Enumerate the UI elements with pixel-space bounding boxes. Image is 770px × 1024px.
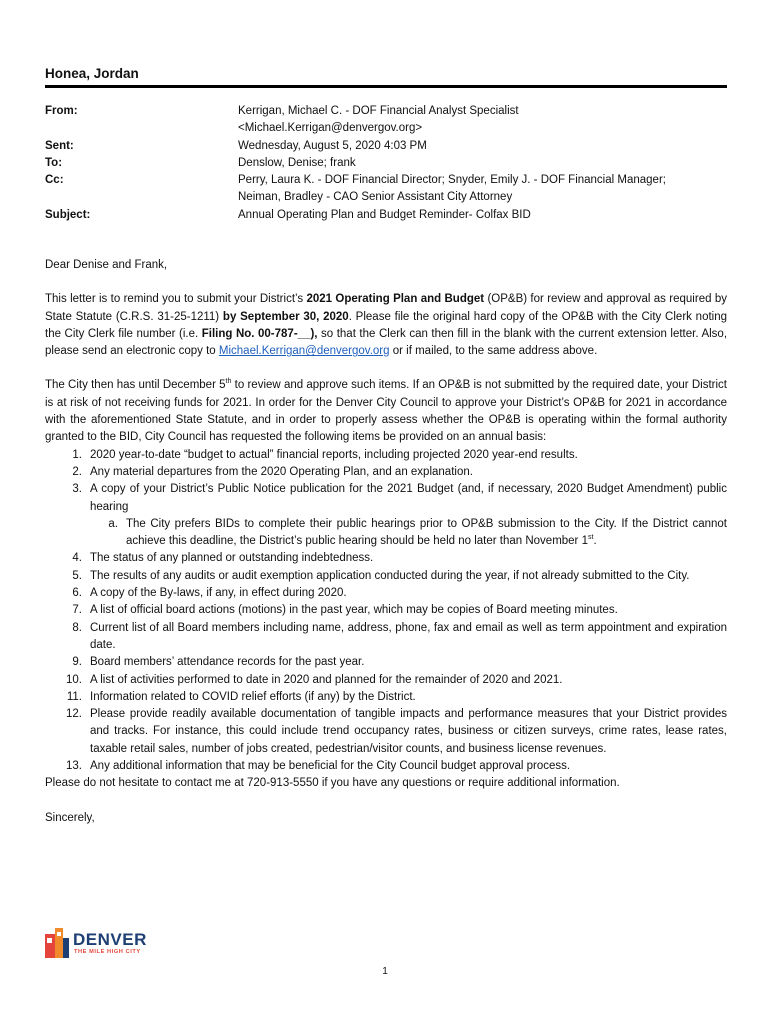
list-item <box>45 464 727 481</box>
subject-row <box>45 207 727 224</box>
subject-label: Subject: <box>45 208 91 221</box>
list-item <box>45 672 727 689</box>
logo-wordmark: DENVER <box>73 930 147 949</box>
cc-row <box>45 172 727 189</box>
sent-value: Wednesday, August 5, 2020 4:03 PM <box>238 139 427 152</box>
list-item <box>45 706 727 758</box>
from-row <box>45 103 727 120</box>
paragraph-2: The City then has until December 5th to review and approve such items. If an OP&B is not submitted by the required date, your District is at risk of not receiving funds for 2021. In order for the Denver City Council to approve your District’s OP&B for 2021 in accordance with the aforementioned State Statute, and in order to properly assess whether the OP&B is operating within the formal authority granted to the BID, City Council has requested the following items be provided on an annual basis: <box>45 378 727 444</box>
from-email-row <box>45 120 727 137</box>
sent-row <box>45 138 727 155</box>
sub-item-text: The City prefers BIDs to complete their public hearings prior to OP&B submission to the City. If the District cannot achieve this deadline, the District’s public hearing should be held no later than November 1st. <box>126 517 727 548</box>
email-header <box>45 103 727 224</box>
cc-label: Cc: <box>45 174 64 187</box>
sent-label: Sent: <box>45 139 74 152</box>
list-item-text: A copy of the By-laws, if any, in effect during 2020. <box>90 587 347 600</box>
list-item-text: Any additional information that may be beneficial for the City Council budget approval process. <box>90 760 571 773</box>
list-item-number: 2. <box>72 465 82 478</box>
header-rule <box>45 85 727 88</box>
paragraph-1: This letter is to remind you to submit your District’s 2021 Operating Plan and Budget (OP&B) for review and approval as required by State Statute (C.R.S. 31-25-1211) by September 30, 2020. Please file the original hard copy of the OP&B with the City Clerk noting the City Clerk file number (i.e. Filing No. 00-787-__), so that the Clerk can then fill in the blank with the current extension letter. Also, please send an electronic copy to Michael.Kerrigan@denvergov.org or if mailed, to the same address above. <box>45 293 728 358</box>
list-item-text: Any material departures from the 2020 Operating Plan, and an explanation. <box>90 465 473 478</box>
cc-row-2 <box>45 189 727 206</box>
list-item <box>45 481 727 516</box>
list-item-text: A copy of your District’s Public Notice publication for the 2021 Budget (and, if necessary, 2020 Budget Amendment) public hearing <box>90 483 727 513</box>
denver-mark-icon <box>45 928 71 958</box>
list-item-text: A list of official board actions (motions) in the past year, which may be copies of Board meeting minutes. <box>90 604 618 617</box>
filing-number-bold: Filing No. 00-787-__), <box>201 327 318 340</box>
list-item <box>45 568 727 585</box>
from-label: From: <box>45 105 78 117</box>
list-item <box>45 758 727 775</box>
to-label: To: <box>45 156 63 169</box>
list-item <box>45 550 727 567</box>
list-item-text: A list of activities performed to date in 2020 and planned for the remainder of 2020 and 2021. <box>90 673 563 686</box>
to-row <box>45 155 727 172</box>
list-item <box>45 585 727 602</box>
cc-spacer <box>45 189 238 206</box>
list-item-number: 7. <box>72 604 82 617</box>
list-item-number: 4. <box>72 552 82 565</box>
author-name: Honea, Jordan <box>45 66 139 81</box>
denver-logo <box>45 928 155 958</box>
list-item-number: 5. <box>72 569 82 582</box>
list-item-number: 1. <box>72 448 82 461</box>
list-item-text: Current list of all Board members including name, address, phone, fax and email as well as term appointment and expiration date. <box>90 621 727 651</box>
from-email: <Michael.Kerrigan@denvergov.org> <box>238 122 423 135</box>
list-item-text: The status of any planned or outstanding indebtedness. <box>90 552 374 565</box>
list-item-number: 11. <box>66 690 82 703</box>
to-value: Denslow, Denise; frank <box>238 156 356 169</box>
cc-value-2: Neiman, Bradley - CAO Senior Assistant City Attorney <box>238 191 513 204</box>
logo-tagline: THE MILE HIGH CITY <box>74 949 141 955</box>
email-link[interactable]: Michael.Kerrigan@denvergov.org <box>218 345 390 358</box>
requested-items-list <box>45 447 727 776</box>
from-value: Kerrigan, Michael C. - DOF Financial Analyst Specialist <box>238 105 519 117</box>
list-item-number: 6. <box>72 587 82 600</box>
list-item-number: 9. <box>72 656 82 669</box>
plan-name-bold: 2021 Operating Plan and Budget <box>306 293 485 306</box>
subject-value: Annual Operating Plan and Budget Reminder- Colfax BID <box>238 208 531 221</box>
closing: Sincerely, <box>45 811 95 824</box>
list-item <box>45 447 727 464</box>
sub-list-item <box>45 516 727 551</box>
list-item-text: 2020 year-to-date “budget to actual” financial reports, including projected 2020 year-end results. <box>90 448 578 461</box>
list-item-text: Board members’ attendance records for the past year. <box>90 656 365 669</box>
greeting: Dear Denise and Frank, <box>45 259 168 271</box>
sub-item-letter: a. <box>108 517 118 530</box>
list-item <box>45 654 727 671</box>
letter-body <box>45 257 727 827</box>
list-item <box>45 620 727 655</box>
deadline-bold: by September 30, 2020 <box>222 310 349 323</box>
list-item-text: Please provide readily available documentation of tangible impacts and performance measures that your District provides and tracks. For instance, this could include trend occupancy rates, business or citizen surveys, crime rates, lease rates, taxable retail sales, number of jobs created, pedestrian/visitor counts, and business license revenues. <box>90 708 727 755</box>
list-item-text: Information related to COVID relief efforts (if any) by the District. <box>90 690 416 703</box>
list-item <box>45 689 727 706</box>
cc-value-1: Perry, Laura K. - DOF Financial Director; Snyder, Emily J. - DOF Financial Manager; <box>238 174 666 187</box>
list-item-number: 10. <box>66 673 82 686</box>
list-item-text: The results of any audits or audit exemption application conducted during the year, if not already submitted to the City. <box>90 569 690 582</box>
list-item-number: 3. <box>72 483 82 496</box>
list-item-number: 8. <box>72 621 82 634</box>
list-item-number: 13. <box>66 760 82 773</box>
page-number: 1 <box>382 966 388 977</box>
list-item <box>45 602 727 619</box>
from-email-spacer <box>45 120 238 137</box>
list-item-number: 12. <box>66 708 82 721</box>
contact-line: Please do not hesitate to contact me at 720-913-5550 if you have any questions or require additional information. <box>45 777 620 790</box>
